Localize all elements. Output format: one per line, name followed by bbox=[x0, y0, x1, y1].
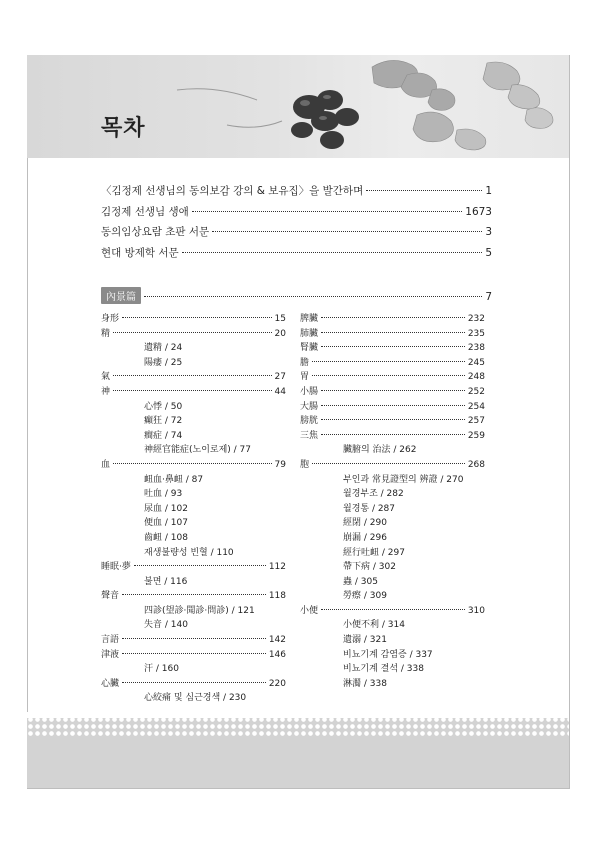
entry-page: 142 bbox=[268, 635, 286, 646]
entry-page: 20 bbox=[274, 328, 286, 339]
entry-label: 현대 방제학 서문 bbox=[101, 246, 179, 259]
toc-subentry[interactable]: 衄血·鼻衄 / 87 bbox=[144, 474, 204, 485]
entry-page: 112 bbox=[268, 562, 286, 573]
toc-subentry[interactable]: 心悸 / 50 bbox=[144, 401, 183, 412]
toc-entry[interactable] bbox=[101, 311, 286, 326]
entry-page: 1673 bbox=[465, 205, 492, 218]
toc-entry[interactable] bbox=[300, 369, 485, 384]
toc-subentry[interactable]: 遺溺 / 321 bbox=[343, 635, 387, 646]
entry-page: 310 bbox=[467, 605, 485, 616]
entry-label: 胃 bbox=[300, 372, 310, 383]
entry-page: 257 bbox=[467, 416, 485, 427]
toc-entry[interactable] bbox=[300, 428, 485, 443]
dot-leader bbox=[113, 390, 272, 391]
toc-subentry[interactable]: 齒衄 / 108 bbox=[144, 532, 188, 543]
entry-label: 言語 bbox=[101, 635, 120, 646]
dot-leader bbox=[321, 419, 465, 420]
dot-leader bbox=[122, 638, 266, 639]
entry-label: 小便 bbox=[300, 605, 319, 616]
toc-entry[interactable] bbox=[300, 384, 485, 399]
dot-leader bbox=[212, 231, 482, 232]
intro-entry[interactable] bbox=[101, 245, 492, 266]
part-heading-row[interactable] bbox=[101, 287, 492, 304]
entry-label: 脾臟 bbox=[300, 314, 319, 324]
dot-leader bbox=[144, 296, 482, 297]
toc-subentry[interactable]: 尿血 / 102 bbox=[144, 503, 188, 514]
toc-entry[interactable] bbox=[300, 326, 485, 341]
toc-subentry[interactable]: 經閉 / 290 bbox=[343, 518, 387, 529]
toc-entry[interactable] bbox=[101, 457, 286, 472]
toc-entry[interactable] bbox=[300, 413, 485, 428]
toc-subentry[interactable]: 心絞痛 및 심근경색 / 230 bbox=[144, 693, 247, 704]
toc-subentry[interactable]: 불면 / 116 bbox=[144, 576, 188, 587]
dot-leader bbox=[182, 252, 483, 253]
entry-label: 〈김정제 선생님의 동의보감 강의 & 보유집〉을 발간하며 bbox=[101, 185, 364, 197]
toc-entry[interactable] bbox=[101, 369, 286, 384]
part-page: 7 bbox=[485, 291, 492, 303]
toc-subentry[interactable]: 吐血 / 93 bbox=[144, 489, 183, 500]
entry-label: 血 bbox=[101, 459, 111, 470]
toc-subentry[interactable]: 失音 / 140 bbox=[144, 620, 188, 631]
entry-label: 김정제 선생님 생애 bbox=[101, 205, 189, 218]
entry-page: 268 bbox=[467, 459, 485, 470]
toc-subentry[interactable]: 월경통 / 287 bbox=[343, 503, 396, 514]
toc-subentry[interactable]: 遺精 / 24 bbox=[144, 343, 183, 354]
entry-page: 79 bbox=[274, 459, 286, 470]
toc-entry[interactable] bbox=[300, 603, 485, 618]
dot-leader bbox=[321, 609, 465, 610]
dotted-divider-top-edge bbox=[27, 712, 569, 718]
toc-subentry[interactable]: 勞瘵 / 309 bbox=[343, 591, 387, 602]
toc-subentry[interactable]: 崩漏 / 296 bbox=[343, 532, 387, 543]
dot-leader bbox=[321, 346, 465, 347]
toc-subentry[interactable]: 비뇨기계 결석 / 338 bbox=[343, 664, 424, 675]
entry-label: 心臟 bbox=[101, 678, 120, 689]
entry-page: 1 bbox=[485, 185, 492, 197]
dot-leader bbox=[366, 190, 482, 191]
dot-leader bbox=[321, 317, 465, 318]
toc-subentry[interactable]: 陽痿 / 25 bbox=[144, 357, 183, 368]
toc-entry[interactable] bbox=[101, 588, 286, 603]
herbal-ingredients-illustration bbox=[27, 55, 569, 158]
entry-page: 248 bbox=[467, 372, 485, 383]
toc-entry[interactable] bbox=[101, 559, 286, 574]
toc-subentry[interactable]: 汗 / 160 bbox=[144, 664, 179, 675]
entry-page: 220 bbox=[268, 678, 286, 689]
toc-subentry[interactable]: 비뇨기계 감염증 / 337 bbox=[343, 649, 433, 660]
entry-page: 252 bbox=[467, 386, 485, 397]
toc-right-column bbox=[300, 311, 485, 690]
dot-leader bbox=[113, 463, 272, 464]
intro-entry[interactable] bbox=[101, 224, 492, 245]
entry-label: 聲音 bbox=[101, 591, 120, 602]
entry-label: 大腸 bbox=[300, 401, 319, 412]
dot-leader bbox=[192, 211, 462, 212]
entry-label: 津液 bbox=[101, 649, 120, 660]
entry-page: 259 bbox=[467, 430, 485, 441]
toc-subentry[interactable]: 淋濁 / 338 bbox=[343, 678, 387, 689]
intro-entry[interactable] bbox=[101, 183, 492, 204]
entry-page: 238 bbox=[467, 343, 485, 354]
dot-leader bbox=[312, 375, 465, 376]
entry-page: 254 bbox=[467, 401, 485, 412]
part-label: 內景篇 bbox=[101, 287, 141, 304]
dot-leader bbox=[134, 565, 266, 566]
entry-page: 5 bbox=[485, 246, 492, 259]
toc-entry[interactable] bbox=[101, 326, 286, 341]
toc-subentry[interactable]: 帶下病 / 302 bbox=[343, 562, 396, 573]
entry-page: 146 bbox=[268, 649, 286, 660]
dot-leader bbox=[321, 405, 465, 406]
entry-label: 三焦 bbox=[300, 430, 319, 441]
dot-leader bbox=[122, 594, 266, 595]
entry-label: 小腸 bbox=[300, 386, 319, 397]
intro-entry[interactable] bbox=[101, 204, 492, 225]
dot-leader bbox=[312, 361, 465, 362]
toc-entry[interactable] bbox=[300, 355, 485, 370]
entry-page: 27 bbox=[274, 372, 286, 383]
entry-label: 神 bbox=[101, 386, 111, 397]
entry-label: 膽 bbox=[300, 357, 310, 368]
entry-page: 118 bbox=[268, 591, 286, 602]
dot-leader bbox=[113, 375, 272, 376]
entry-page: 3 bbox=[485, 226, 492, 238]
toc-left-column bbox=[101, 311, 286, 705]
toc-subentry[interactable]: 臟腑의 治法 / 262 bbox=[343, 445, 417, 456]
entry-label: 肺臟 bbox=[300, 328, 319, 339]
toc-subentry[interactable]: 蟲 / 305 bbox=[343, 576, 378, 587]
dot-leader bbox=[312, 463, 465, 464]
dot-leader bbox=[321, 434, 465, 435]
toc-entry[interactable] bbox=[101, 647, 286, 662]
entry-label: 동의임상요람 초판 서문 bbox=[101, 226, 210, 238]
dotted-divider bbox=[27, 716, 569, 738]
header-banner bbox=[27, 55, 569, 158]
toc-subentry[interactable]: 癎症 / 74 bbox=[144, 430, 183, 441]
toc-entry[interactable] bbox=[101, 632, 286, 647]
toc-subentry[interactable]: 부인과 常見證型의 辨證 / 270 bbox=[343, 474, 464, 485]
entry-page: 44 bbox=[274, 386, 286, 397]
toc-subentry[interactable]: 小便不利 / 314 bbox=[343, 620, 405, 631]
toc-subentry[interactable]: 四診(望診·聞診·問診) / 121 bbox=[144, 605, 255, 616]
dot-leader bbox=[113, 332, 272, 333]
toc-subentry[interactable]: 재생불량성 빈혈 / 110 bbox=[144, 547, 234, 558]
entry-page: 15 bbox=[274, 314, 286, 324]
toc-subentry[interactable]: 神經官能症(노이로제) / 77 bbox=[144, 445, 252, 456]
dot-leader bbox=[122, 682, 266, 683]
toc-entry[interactable] bbox=[300, 311, 485, 326]
entry-label: 膀胱 bbox=[300, 416, 319, 427]
entry-label: 睡眠·夢 bbox=[101, 562, 131, 573]
page-title: 목차 bbox=[101, 116, 146, 141]
toc-entry[interactable] bbox=[101, 676, 286, 691]
toc-entry[interactable] bbox=[300, 340, 485, 355]
toc-subentry[interactable]: 便血 / 107 bbox=[144, 518, 188, 529]
entry-page: 245 bbox=[467, 357, 485, 368]
toc-subentry[interactable]: 월경부조 / 282 bbox=[343, 489, 404, 500]
entry-label: 胞 bbox=[300, 459, 310, 470]
entry-label: 身形 bbox=[101, 314, 120, 324]
entry-label: 氣 bbox=[101, 372, 111, 383]
entry-label: 腎臟 bbox=[300, 343, 319, 354]
dot-leader bbox=[122, 317, 272, 318]
toc-entry[interactable] bbox=[300, 399, 485, 414]
toc-entry[interactable] bbox=[101, 384, 286, 399]
entry-label: 精 bbox=[101, 328, 111, 339]
dot-leader bbox=[122, 653, 266, 654]
toc-subentry[interactable]: 癲狂 / 72 bbox=[144, 416, 183, 427]
dot-leader bbox=[321, 390, 465, 391]
toc-subentry[interactable]: 經行吐衄 / 297 bbox=[343, 547, 405, 558]
toc-entry[interactable] bbox=[300, 457, 485, 472]
dot-leader bbox=[321, 332, 465, 333]
entry-page: 232 bbox=[467, 314, 485, 324]
intro-toc bbox=[101, 183, 492, 265]
entry-page: 235 bbox=[467, 328, 485, 339]
